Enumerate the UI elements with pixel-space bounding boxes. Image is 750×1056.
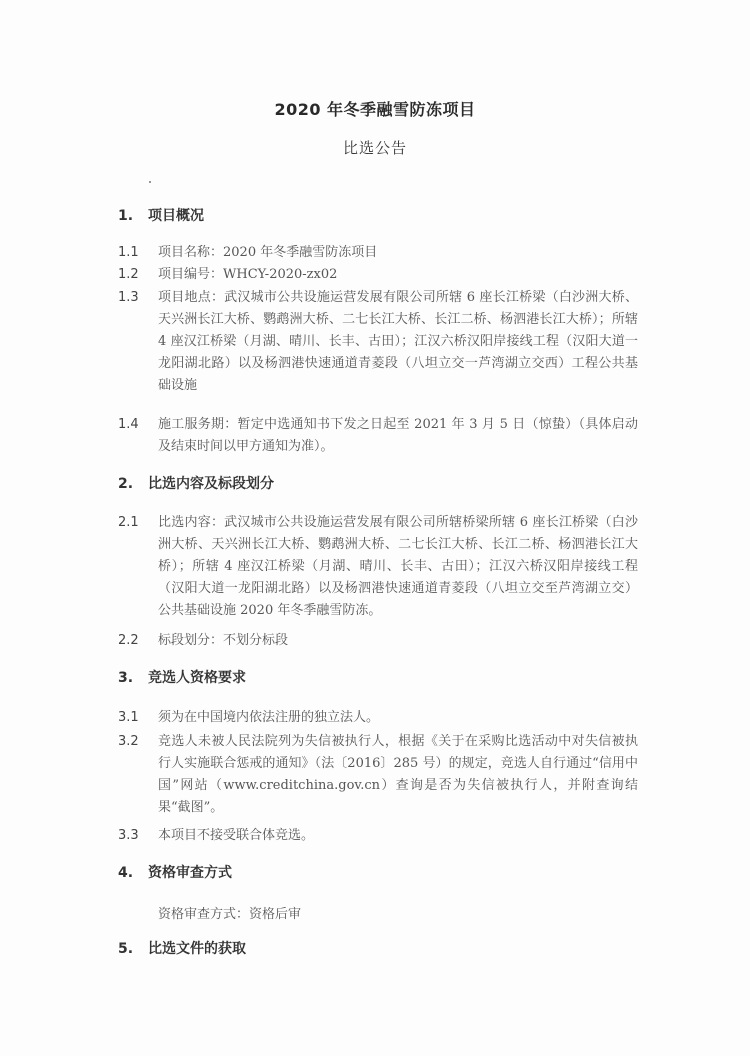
item-number: 2.1 [118,515,139,530]
section-heading-2 [118,473,274,493]
list-item-1-2 [118,264,638,286]
item-text: 本项目不接受联合体竞选。 [158,828,315,843]
item-number: 1.2 [118,267,139,282]
section-heading-5 [118,938,246,958]
list-item-3-1 [118,707,638,729]
item-text: 项目编号：WHCY-2020-zx02 [158,267,338,282]
document-subtitle: 比选公告 [342,139,407,157]
section-heading-4 [118,862,232,882]
item-number: 3.1 [118,710,139,725]
item-text: 须为在中国境内依法注册的独立法人。 [158,710,380,725]
section-number: 5. [118,941,134,957]
section-heading-1 [118,205,204,225]
item-number: 1.4 [118,417,139,432]
section-title: 项目概况 [148,208,204,224]
section-title: 比选文件的获取 [148,941,246,957]
section-number: 2. [118,476,134,492]
section-number: 3. [118,670,134,686]
list-item-1-3 [118,287,638,397]
list-item-1-4 [118,414,638,458]
item-text: 项目名称：2020 年冬季融雪防冻项目 [158,245,378,260]
section-heading-3 [118,667,246,687]
section-number: 4. [118,865,134,881]
section-4-body: 资格审查方式：资格后审 [158,907,302,922]
document-title: 2020 年冬季融雪防冻项目 [274,100,476,119]
item-number: 3.3 [118,828,139,843]
item-number: 1.1 [118,245,139,260]
list-item-3-2 [118,731,638,819]
item-number: 3.2 [118,734,139,749]
section-title: 比选内容及标段划分 [148,476,274,492]
item-number: 1.3 [118,290,139,305]
item-text: 施工服务期：暂定中选通知书下发之日起至 2021 年 3 月 5 日（惊蛰）（具体启动及结束时间以甲方通知为准）。 [158,417,638,454]
list-item-1-1 [118,242,638,264]
section-number: 1. [118,208,134,224]
item-text: 比选内容：武汉城市公共设施运营发展有限公司所辖桥梁所辖 6 座长江桥梁（白沙洲大桥、天兴洲长江大桥、鹦鹉洲大桥、二七长江大桥、长江二桥、杨泗港长江大桥）；所辖 4 座汉江桥梁（月湖、晴川、长丰、古田）；江汉六桥汉阳岸接线工程（汉阳大道一龙阳湖北路）以及杨泗港快速通道青菱段（八坦立交至芦湾湖立交）公共基础设施 2020 年冬季融雪防冻。 [158,515,638,618]
list-item-3-3 [118,825,638,847]
list-item-2-2 [118,630,638,652]
item-text: 标段划分：不划分标段 [158,633,289,648]
section-title: 竞选人资格要求 [148,670,246,686]
scan-speck [149,181,151,183]
item-number: 2.2 [118,633,139,648]
item-text: 项目地点：武汉城市公共设施运营发展有限公司所辖 6 座长江桥梁（白沙洲大桥、天兴洲长江大桥、鹦鹉洲大桥、二七长江大桥、长江二桥、杨泗港长江大桥）；所辖 4 座汉江桥梁（月湖、晴川、长丰、古田）；江汉六桥汉阳岸接线工程（汉阳大道一龙阳湖北路）以及杨泗港快速通道青菱段（八坦立交一芦湾湖立交西）工程公共基础设施 [158,290,638,393]
section-title: 资格审查方式 [148,865,232,881]
item-text: 竞选人未被人民法院列为失信被执行人，根据《关于在采购比选活动中对失信被执行人实施联合惩戒的通知》（法〔2016〕285 号）的规定，竞选人自行通过“信用中国”网站（www.creditchina.gov.cn）查询是否为失信被执行人，并附查询结果“截图”。 [158,734,638,815]
list-item-2-1 [118,512,638,622]
